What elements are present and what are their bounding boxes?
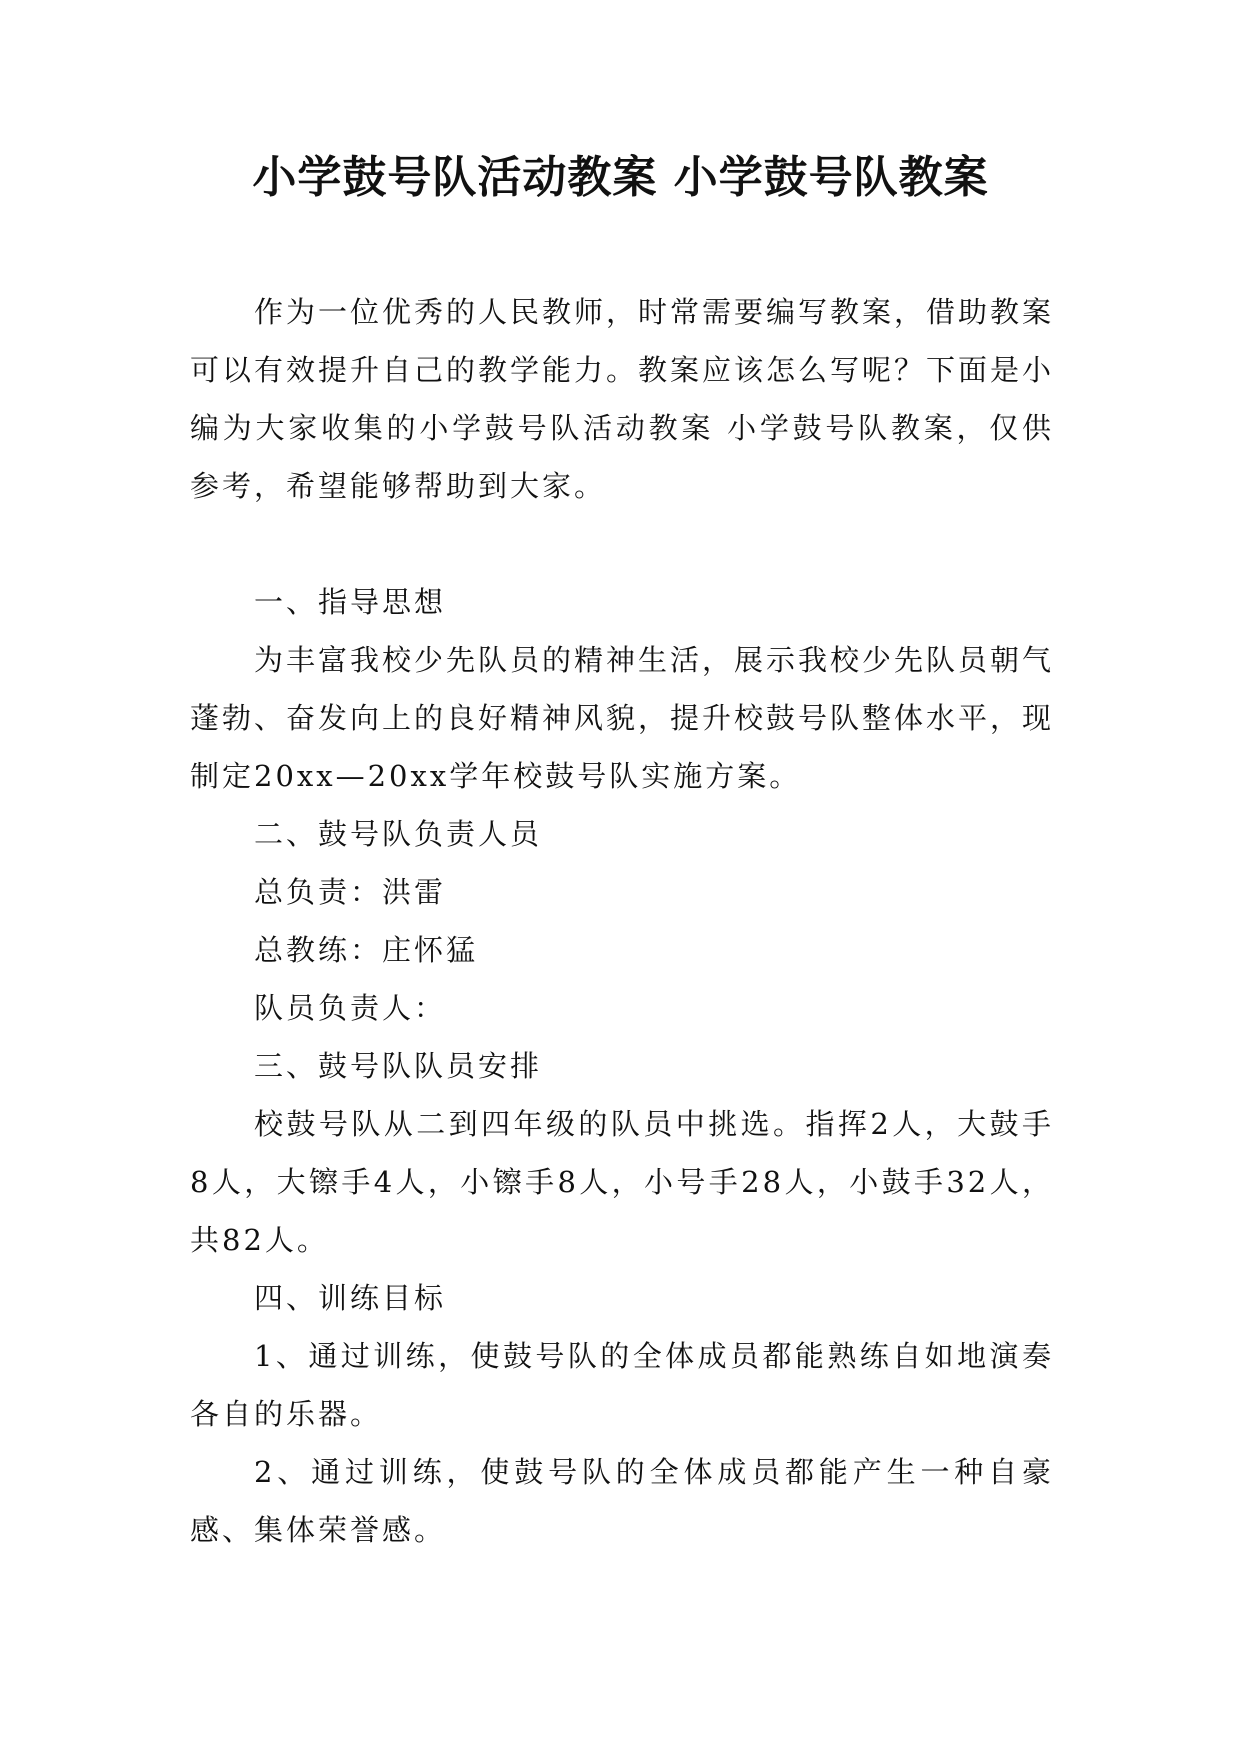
document-body (190, 283, 1054, 1559)
member-leader-line: 队员负责人： (254, 991, 447, 1025)
general-leader-line: 总负责：洪雷 (254, 875, 447, 909)
training-goal-1: 1、通过训练，使鼓号队的全体成员都能熟练自如地演奏各自的乐器。 (190, 1339, 1054, 1431)
member-arrangement-paragraph: 校鼓号队从二到四年级的队员中挑选。指挥2人，大鼓手8人，大镲手4人，小镲手8人，小号手28人，小鼓手32人，共82人。 (190, 1107, 1054, 1257)
section-heading-guiding-ideology: 一、指导思想 (254, 585, 447, 619)
head-coach-line: 总教练：庄怀猛 (254, 933, 479, 967)
section-heading-member-arrangement: 三、鼓号队队员安排 (254, 1049, 543, 1083)
document-title: 小学鼓号队活动教案 小学鼓号队教案 (252, 152, 989, 203)
guiding-ideology-paragraph: 为丰富我校少先队员的精神生活，展示我校少先队员朝气蓬勃、奋发向上的良好精神风貌，提升校鼓号队整体水平，现制定20xx—20xx学年校鼓号队实施方案。 (190, 643, 1055, 793)
section-heading-training-goals: 四、训练目标 (254, 1281, 447, 1315)
section-heading-team-leaders: 二、鼓号队负责人员 (254, 817, 543, 851)
training-goal-2: 2、通过训练，使鼓号队的全体成员都能产生一种自豪感、集体荣誉感。 (190, 1455, 1054, 1547)
paragraph-gap (190, 515, 1054, 573)
intro-paragraph: 作为一位优秀的人民教师，时常需要编写教案，借助教案可以有效提升自己的教学能力。教案应该怎么写呢？下面是小编为大家收集的小学鼓号队活动教案 小学鼓号队教案，仅供参考，希望能够帮助到大家。 (190, 295, 1055, 503)
